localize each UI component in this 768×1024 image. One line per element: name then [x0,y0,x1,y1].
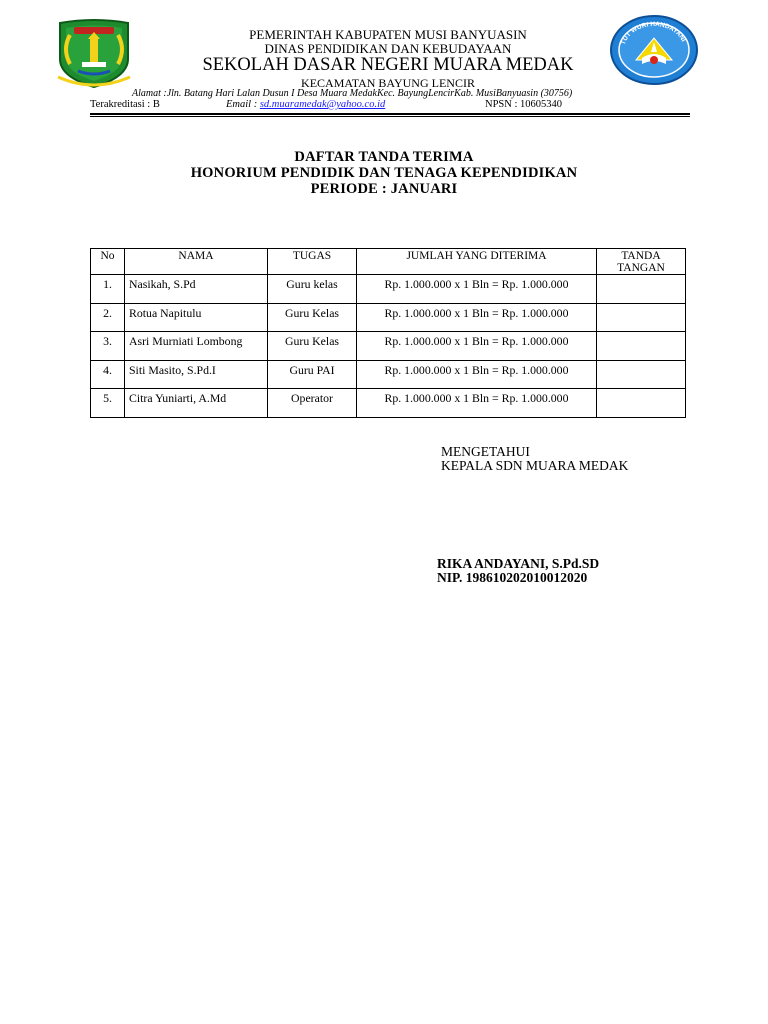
header-accreditation: Terakreditasi : B [90,99,160,110]
table-header-row [91,249,686,275]
row-name: Asri Murniati Lombong [125,332,268,361]
row-signature-cell[interactable] [597,389,686,418]
row-amount: Rp. 1.000.000 x 1 Bln = Rp. 1.000.000 [357,275,597,304]
row-name: Siti Masito, S.Pd.I [125,360,268,389]
acknowledgement-label: MENGETAHUI [441,444,530,459]
header-amount: JUMLAH YANG DITERIMA [357,249,597,275]
row-name: Citra Yuniarti, A.Md [125,389,268,418]
table-row [91,303,686,332]
row-signature-cell[interactable] [597,360,686,389]
header-email [226,99,385,110]
table-row [91,332,686,361]
row-amount: Rp. 1.000.000 x 1 Bln = Rp. 1.000.000 [357,389,597,418]
row-no: 1. [91,275,125,304]
row-task: Guru Kelas [268,303,357,332]
row-signature-cell[interactable] [597,275,686,304]
row-task: Guru PAI [268,360,357,389]
header-signature [597,249,686,275]
row-amount: Rp. 1.000.000 x 1 Bln = Rp. 1.000.000 [357,332,597,361]
row-signature-cell[interactable] [597,332,686,361]
email-label: Email : [226,99,260,110]
signer-nip: NIP. 198610202010012020 [437,570,588,585]
row-amount: Rp. 1.000.000 x 1 Bln = Rp. 1.000.000 [357,360,597,389]
row-task: Operator [268,389,357,418]
honorarium-table [90,248,686,418]
header-government-line: PEMERINTAH KABUPATEN MUSI BANYUASIN [249,27,527,42]
header-department-line: DINAS PENDIDIKAN DAN KEBUDAYAAN [264,41,512,56]
header-npsn: NPSN : 10605340 [485,99,563,110]
table-row [91,275,686,304]
row-name: Rotua Napitulu [125,303,268,332]
document-period: PERIODE : JANUARI [310,181,458,197]
row-name: Nasikah, S.Pd [125,275,268,304]
row-signature-cell[interactable] [597,303,686,332]
row-amount: Rp. 1.000.000 x 1 Bln = Rp. 1.000.000 [357,303,597,332]
email-link[interactable]: sd.muaramedak@yahoo.co.id [259,99,386,110]
acknowledgement-position: KEPALA SDN MUARA MEDAK [441,458,629,473]
document-title: DAFTAR TANDA TERIMA [294,149,474,165]
row-no: 4. [91,360,125,389]
row-task: Guru Kelas [268,332,357,361]
header-divider-thin [90,116,690,117]
header-no: No [91,249,125,275]
header-address: Alamat :Jln. Batang Hari Lalan Dusun I Desa Muara MedakKec. BayungLencirKab. MusiBanyuasin (30756) [132,88,573,99]
header-district: KECAMATAN BAYUNG LENCIR [301,76,475,90]
table-row [91,360,686,389]
signer-name: RIKA ANDAYANI, S.Pd.SD [437,556,600,571]
row-no: 5. [91,389,125,418]
header-school-name: SEKOLAH DASAR NEGERI MUARA MEDAK [202,55,574,75]
row-no: 2. [91,303,125,332]
table-row [91,389,686,418]
row-task: Guru kelas [268,275,357,304]
header-task: TUGAS [268,249,357,275]
header-name: NAMA [125,249,268,275]
document-subtitle: HONORIUM PENDIDIK DAN TENAGA KEPENDIDIKAN [190,165,578,181]
row-no: 3. [91,332,125,361]
header-signature-line2: TANGAN [617,262,665,274]
header-divider-thick [90,113,690,115]
header-signature-line1: TANDA [621,250,661,262]
svg-text:TUT WURI HANDAYANI: TUT WURI HANDAYANI [619,20,687,46]
